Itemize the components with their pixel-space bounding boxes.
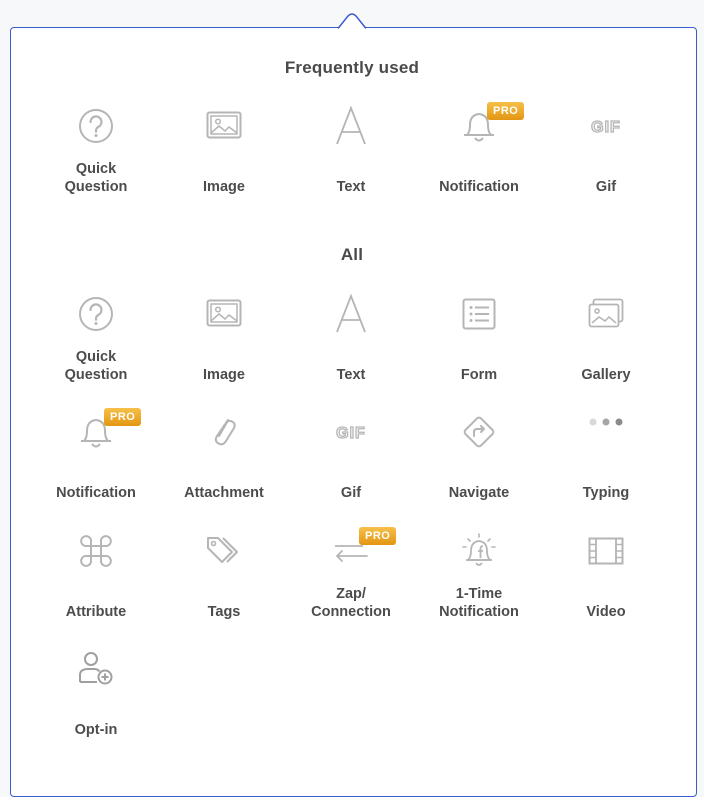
image-icon bbox=[204, 106, 244, 146]
all-tile-text[interactable] bbox=[291, 284, 411, 384]
tile-label: Form bbox=[460, 367, 498, 383]
frequent-tile-quick-question[interactable] bbox=[36, 96, 156, 196]
all-tile-gallery[interactable] bbox=[546, 284, 666, 384]
user-add-icon bbox=[76, 649, 116, 689]
section-title-all: All bbox=[340, 245, 364, 264]
tile-label: Notification bbox=[56, 485, 136, 501]
paperclip-icon bbox=[204, 412, 244, 452]
bell-icon bbox=[76, 411, 136, 452]
all-tile-navigate[interactable] bbox=[419, 402, 539, 502]
tile-label: Gif bbox=[595, 179, 617, 195]
tile-label: Text bbox=[336, 179, 366, 195]
all-tile-quick-question[interactable] bbox=[36, 284, 156, 384]
zap-connection-icon bbox=[331, 530, 391, 571]
tile-label: Notification bbox=[439, 179, 519, 195]
all-tile-opt-in[interactable] bbox=[36, 639, 156, 739]
tile-label: Opt-in bbox=[74, 722, 118, 738]
text-a-icon bbox=[331, 294, 371, 334]
tile-label: Typing bbox=[582, 485, 630, 501]
all-tile-notification[interactable] bbox=[36, 402, 156, 502]
gif-icon bbox=[331, 412, 371, 452]
question-circle-icon bbox=[76, 106, 116, 146]
tile-label: Gallery bbox=[581, 367, 631, 383]
all-tile-zap-connection[interactable] bbox=[291, 521, 411, 621]
image-icon bbox=[204, 294, 244, 334]
tile-label: Quick Question bbox=[64, 349, 128, 383]
section-title-frequently-used: Frequently used bbox=[284, 58, 420, 77]
popover-caret bbox=[338, 13, 366, 29]
tile-label: Video bbox=[586, 604, 626, 620]
frequent-tile-text[interactable] bbox=[291, 96, 411, 196]
tile-label: Attachment bbox=[184, 485, 264, 501]
tile-label: Attribute bbox=[65, 604, 127, 620]
gif-icon bbox=[586, 106, 626, 146]
all-tile-1-time-notification[interactable] bbox=[419, 521, 539, 621]
navigate-diamond-icon bbox=[459, 412, 499, 452]
tile-label: Image bbox=[203, 179, 245, 195]
svg-text:GIF: GIF bbox=[336, 425, 366, 442]
frequent-tile-notification[interactable] bbox=[419, 96, 539, 196]
all-tile-attachment[interactable] bbox=[164, 402, 284, 502]
svg-text:GIF: GIF bbox=[591, 119, 621, 136]
tile-label: Image bbox=[203, 367, 245, 383]
all-tile-form[interactable] bbox=[419, 284, 539, 384]
tile-label: Quick Question bbox=[64, 161, 128, 195]
all-tile-image[interactable] bbox=[164, 284, 284, 384]
frequent-tile-image[interactable] bbox=[164, 96, 284, 196]
bell-icon bbox=[459, 105, 519, 146]
tile-label: 1-Time Notification bbox=[439, 586, 519, 620]
command-key-icon bbox=[76, 531, 116, 571]
form-list-icon bbox=[459, 294, 499, 334]
typing-dots-icon bbox=[586, 402, 626, 442]
tile-label: Navigate bbox=[448, 485, 510, 501]
tile-label: Text bbox=[336, 367, 366, 383]
all-tile-video[interactable] bbox=[546, 521, 666, 621]
tile-label: Zap/ Connection bbox=[311, 586, 391, 620]
film-icon bbox=[586, 531, 626, 571]
facebook-bell-icon bbox=[459, 531, 499, 571]
tags-icon bbox=[204, 531, 244, 571]
question-circle-icon bbox=[76, 294, 116, 334]
pro-badge: PRO bbox=[359, 527, 396, 545]
all-tile-tags[interactable] bbox=[164, 521, 284, 621]
pro-badge: PRO bbox=[104, 408, 141, 426]
all-tile-typing[interactable] bbox=[546, 402, 666, 502]
frequent-tile-gif[interactable] bbox=[546, 96, 666, 196]
tile-label: Tags bbox=[207, 604, 241, 620]
pro-badge: PRO bbox=[487, 102, 524, 120]
text-a-icon bbox=[331, 106, 371, 146]
all-tile-gif[interactable] bbox=[291, 402, 411, 502]
all-tile-attribute[interactable] bbox=[36, 521, 156, 621]
gallery-icon bbox=[586, 294, 626, 334]
tile-label: Gif bbox=[340, 485, 362, 501]
